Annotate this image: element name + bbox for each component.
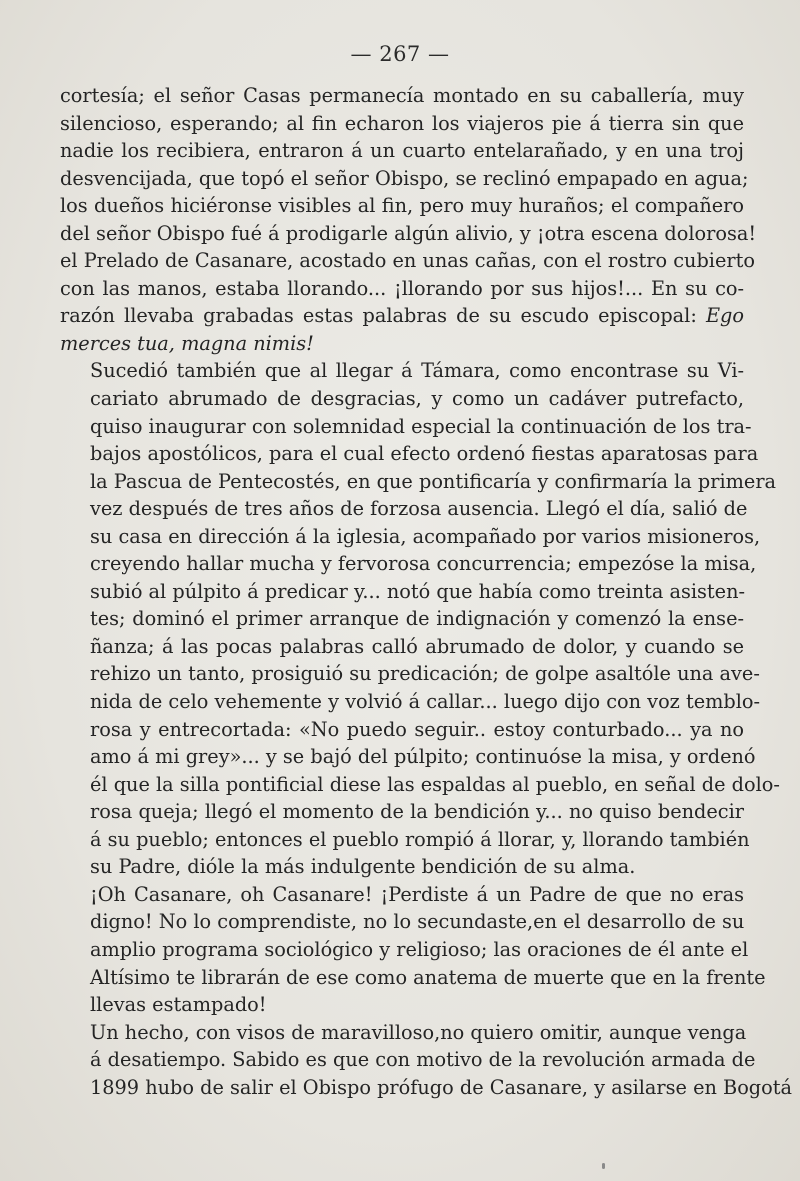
text-line: digno! No lo comprendiste, no lo secundaste,en el desarrollo de su xyxy=(90,910,745,934)
body-text xyxy=(60,82,793,1101)
page-number: — 267 — xyxy=(350,42,450,66)
text-line: Un hecho, con visos de maravilloso,no quiero omitir, aunque venga xyxy=(90,1020,747,1044)
text-line: amplio programa sociológico y religioso; las oraciones de él ante el xyxy=(90,937,749,961)
text-line: su casa en dirección á la iglesia, acompañado por varios misioneros, xyxy=(90,524,761,548)
text-line: ¡Oh Casanare, oh Casanare! ¡Perdiste á un Padre de que no eras xyxy=(90,882,744,906)
text-line: Altísimo te librarán de ese como anatema de muerte que en la frente xyxy=(90,965,766,989)
text-line: del señor Obispo fué á prodigarle algún alivio, y ¡otra escena dolorosa! xyxy=(60,221,757,245)
text-line: creyendo hallar mucha y fervorosa concurrencia; empezóse la misa, xyxy=(90,552,757,576)
text-line: á desatiempo. Sabido es que con motivo de la revolución armada de xyxy=(90,1048,756,1072)
text-line: cariato abrumado de desgracias, y como un cadáver putrefacto, xyxy=(90,387,744,411)
text-line-with-latin xyxy=(60,302,744,330)
text-line: á su pueblo; entonces el pueblo rompió á llorar, y, llorando también xyxy=(90,827,750,851)
text-line: nadie los recibiera, entraron á un cuarto entelarañado, y en una troj xyxy=(60,139,744,163)
text-line: cortesía; el señor Casas permanecía montado en su caballería, muy xyxy=(60,84,744,107)
text-fragment: razón llevaba grabadas estas palabras de su escudo episcopal: xyxy=(60,304,706,328)
text-line: los dueños hiciéronse visibles al fin, pero muy huraños; el compañero xyxy=(60,194,744,218)
latin-motto-end xyxy=(60,330,744,358)
text-line: rosa y entrecortada: «No puedo seguir.. estoy conturbado... ya no xyxy=(90,717,744,741)
text-line: vez después de tres años de forzosa ausencia. Llegó el día, salió de xyxy=(90,497,748,521)
text-line: ñanza; á las pocas palabras calló abrumado de dolor, y cuando se xyxy=(90,634,744,658)
text-line: la Pascua de Pentecostés, en que pontificaría y confirmaría la primera xyxy=(90,469,777,493)
text-line: silencioso, esperando; al fin echaron los viajeros pie á tierra sin que xyxy=(60,111,744,135)
paragraph-1 xyxy=(60,82,757,357)
text-line: rehizo un tanto, prosiguió su predicación; de golpe asaltóle una ave- xyxy=(90,662,760,686)
text-line: llevas estampado! xyxy=(90,993,267,1017)
text-line: su Padre, dióle la más indulgente bendición de su alma. xyxy=(90,855,636,879)
text-line: quiso inaugurar con solemnidad especial la continuación de los tra- xyxy=(90,414,752,438)
paragraph-2 xyxy=(60,357,780,880)
text-line: Sucedió también que al llegar á Támara, como encontrase su Vi- xyxy=(90,359,744,383)
latin-motto-text: merces tua, magna nimis! xyxy=(60,331,314,355)
text-line: con las manos, estaba llorando... ¡llorando por sus hijos!... En su co- xyxy=(60,276,744,300)
text-line: tes; dominó el primer arranque de indignación y comenzó la ense- xyxy=(90,607,744,631)
latin-motto-start: Ego xyxy=(705,304,744,328)
text-line: desvencijada, que topó el señor Obispo, se reclinó empapado en agua; xyxy=(60,166,749,190)
text-line: amo á mi grey»... y se bajó del púlpito; continuóse la misa, y ordenó xyxy=(90,745,756,769)
paragraph-4 xyxy=(60,1019,793,1102)
text-line: 1899 hubo de salir el Obispo prófugo de Casanare, y asilarse en Bogotá xyxy=(90,1075,793,1099)
text-line: él que la silla pontificial diese las espaldas al pueblo, en señal de dolo- xyxy=(90,772,780,796)
paper-speck xyxy=(602,1163,605,1169)
text-line: subió al púlpito á predicar y... notó que había como treinta asisten- xyxy=(90,579,746,603)
text-line: el Prelado de Casanare, acostado en unas cañas, con el rostro cubierto xyxy=(60,249,755,273)
text-line: nida de celo vehemente y volvió á callar... luego dijo con voz temblo- xyxy=(90,690,761,714)
text-line: bajos apostólicos, para el cual efecto ordenó fiestas aparatosas para xyxy=(90,442,759,466)
text-line: rosa queja; llegó el momento de la bendición y... no quiso bendecir xyxy=(90,800,744,824)
paragraph-3 xyxy=(60,881,766,1019)
